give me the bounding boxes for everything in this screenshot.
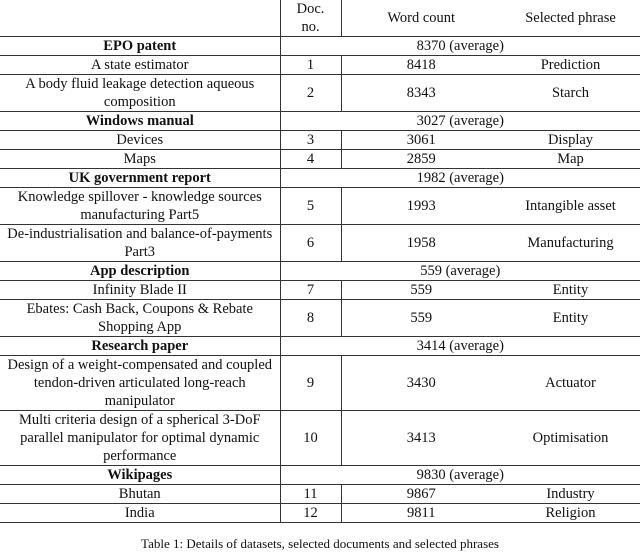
word-count: 3061 — [341, 131, 501, 150]
document-number: 2 — [280, 75, 341, 112]
category-name: App description — [0, 262, 280, 281]
document-title: Ebates: Cash Back, Coupons & Rebate Shopping App — [0, 300, 280, 337]
table-row — [0, 300, 640, 337]
word-count: 8343 — [341, 75, 501, 112]
selected-phrase: Prediction — [501, 56, 640, 75]
word-count: 559 — [341, 281, 501, 300]
table-row — [0, 131, 640, 150]
category-row — [0, 169, 640, 188]
category-average: 559 (average) — [280, 262, 640, 281]
document-title: India — [0, 504, 280, 523]
header-doc-no — [280, 0, 341, 37]
selected-phrase: Intangible asset — [501, 188, 640, 225]
document-number: 6 — [280, 225, 341, 262]
document-number: 4 — [280, 150, 341, 169]
selected-phrase: Actuator — [501, 356, 640, 411]
category-row — [0, 337, 640, 356]
table-row — [0, 281, 640, 300]
table-row — [0, 75, 640, 112]
document-number: 12 — [280, 504, 341, 523]
document-title: Knowledge spillover - knowledge sources manufacturing Part5 — [0, 188, 280, 225]
word-count: 559 — [341, 300, 501, 337]
table-row — [0, 56, 640, 75]
document-number: 3 — [280, 131, 341, 150]
table-row — [0, 150, 640, 169]
selected-phrase: Entity — [501, 281, 640, 300]
table-row — [0, 356, 640, 411]
document-title: Design of a weight-compensated and coupled tendon-driven articulated long-reach manipulator — [0, 356, 280, 411]
word-count: 9867 — [341, 485, 501, 504]
document-number: 8 — [280, 300, 341, 337]
selected-phrase: Entity — [501, 300, 640, 337]
selected-phrase: Manufacturing — [501, 225, 640, 262]
document-number: 11 — [280, 485, 341, 504]
header-row — [0, 0, 640, 37]
selected-phrase: Display — [501, 131, 640, 150]
document-title: De-industrialisation and balance-of-payments Part3 — [0, 225, 280, 262]
word-count: 3430 — [341, 356, 501, 411]
header-doc-no-line1: Doc. — [296, 1, 325, 17]
category-name: Research paper — [0, 337, 280, 356]
category-average: 9830 (average) — [280, 466, 640, 485]
table-row — [0, 225, 640, 262]
table-row — [0, 411, 640, 466]
selected-phrase: Religion — [501, 504, 640, 523]
table-caption: Table 1: Details of datasets, selected documents and selected phrases — [141, 536, 499, 551]
header-selected-phrase: Selected phrase — [525, 10, 616, 26]
header-title — [0, 0, 280, 37]
header-doc-no-line2: no. — [301, 19, 320, 35]
selected-phrase: Industry — [501, 485, 640, 504]
word-count: 1993 — [341, 188, 501, 225]
table-row — [0, 504, 640, 523]
category-average: 3027 (average) — [280, 112, 640, 131]
category-row — [0, 37, 640, 56]
document-title: A body fluid leakage detection aqueous composition — [0, 75, 280, 112]
document-number: 9 — [280, 356, 341, 411]
word-count: 2859 — [341, 150, 501, 169]
category-name: UK government report — [0, 169, 280, 188]
category-average: 8370 (average) — [280, 37, 640, 56]
header-word-count: Word count — [387, 10, 456, 26]
word-count: 3413 — [341, 411, 501, 466]
document-number: 7 — [280, 281, 341, 300]
word-count: 1958 — [341, 225, 501, 262]
word-count: 8418 — [341, 56, 501, 75]
selected-phrase: Optimisation — [501, 411, 640, 466]
category-name: Wikipages — [0, 466, 280, 485]
document-title: Infinity Blade II — [0, 281, 280, 300]
document-number: 10 — [280, 411, 341, 466]
document-number: 5 — [280, 188, 341, 225]
table-row — [0, 188, 640, 225]
category-average: 3414 (average) — [280, 337, 640, 356]
document-title: Multi criteria design of a spherical 3-DoF parallel manipulator for optimal dynamic performance — [0, 411, 280, 466]
selected-phrase: Starch — [501, 75, 640, 112]
category-row — [0, 466, 640, 485]
document-title: Bhutan — [0, 485, 280, 504]
category-row — [0, 112, 640, 131]
category-name: EPO patent — [0, 37, 280, 56]
word-count: 9811 — [341, 504, 501, 523]
document-title: A state estimator — [0, 56, 280, 75]
document-title: Maps — [0, 150, 280, 169]
document-number: 1 — [280, 56, 341, 75]
document-title: Devices — [0, 131, 280, 150]
category-average: 1982 (average) — [280, 169, 640, 188]
selected-phrase: Map — [501, 150, 640, 169]
category-name: Windows manual — [0, 112, 280, 131]
category-row — [0, 262, 640, 281]
table-row — [0, 485, 640, 504]
